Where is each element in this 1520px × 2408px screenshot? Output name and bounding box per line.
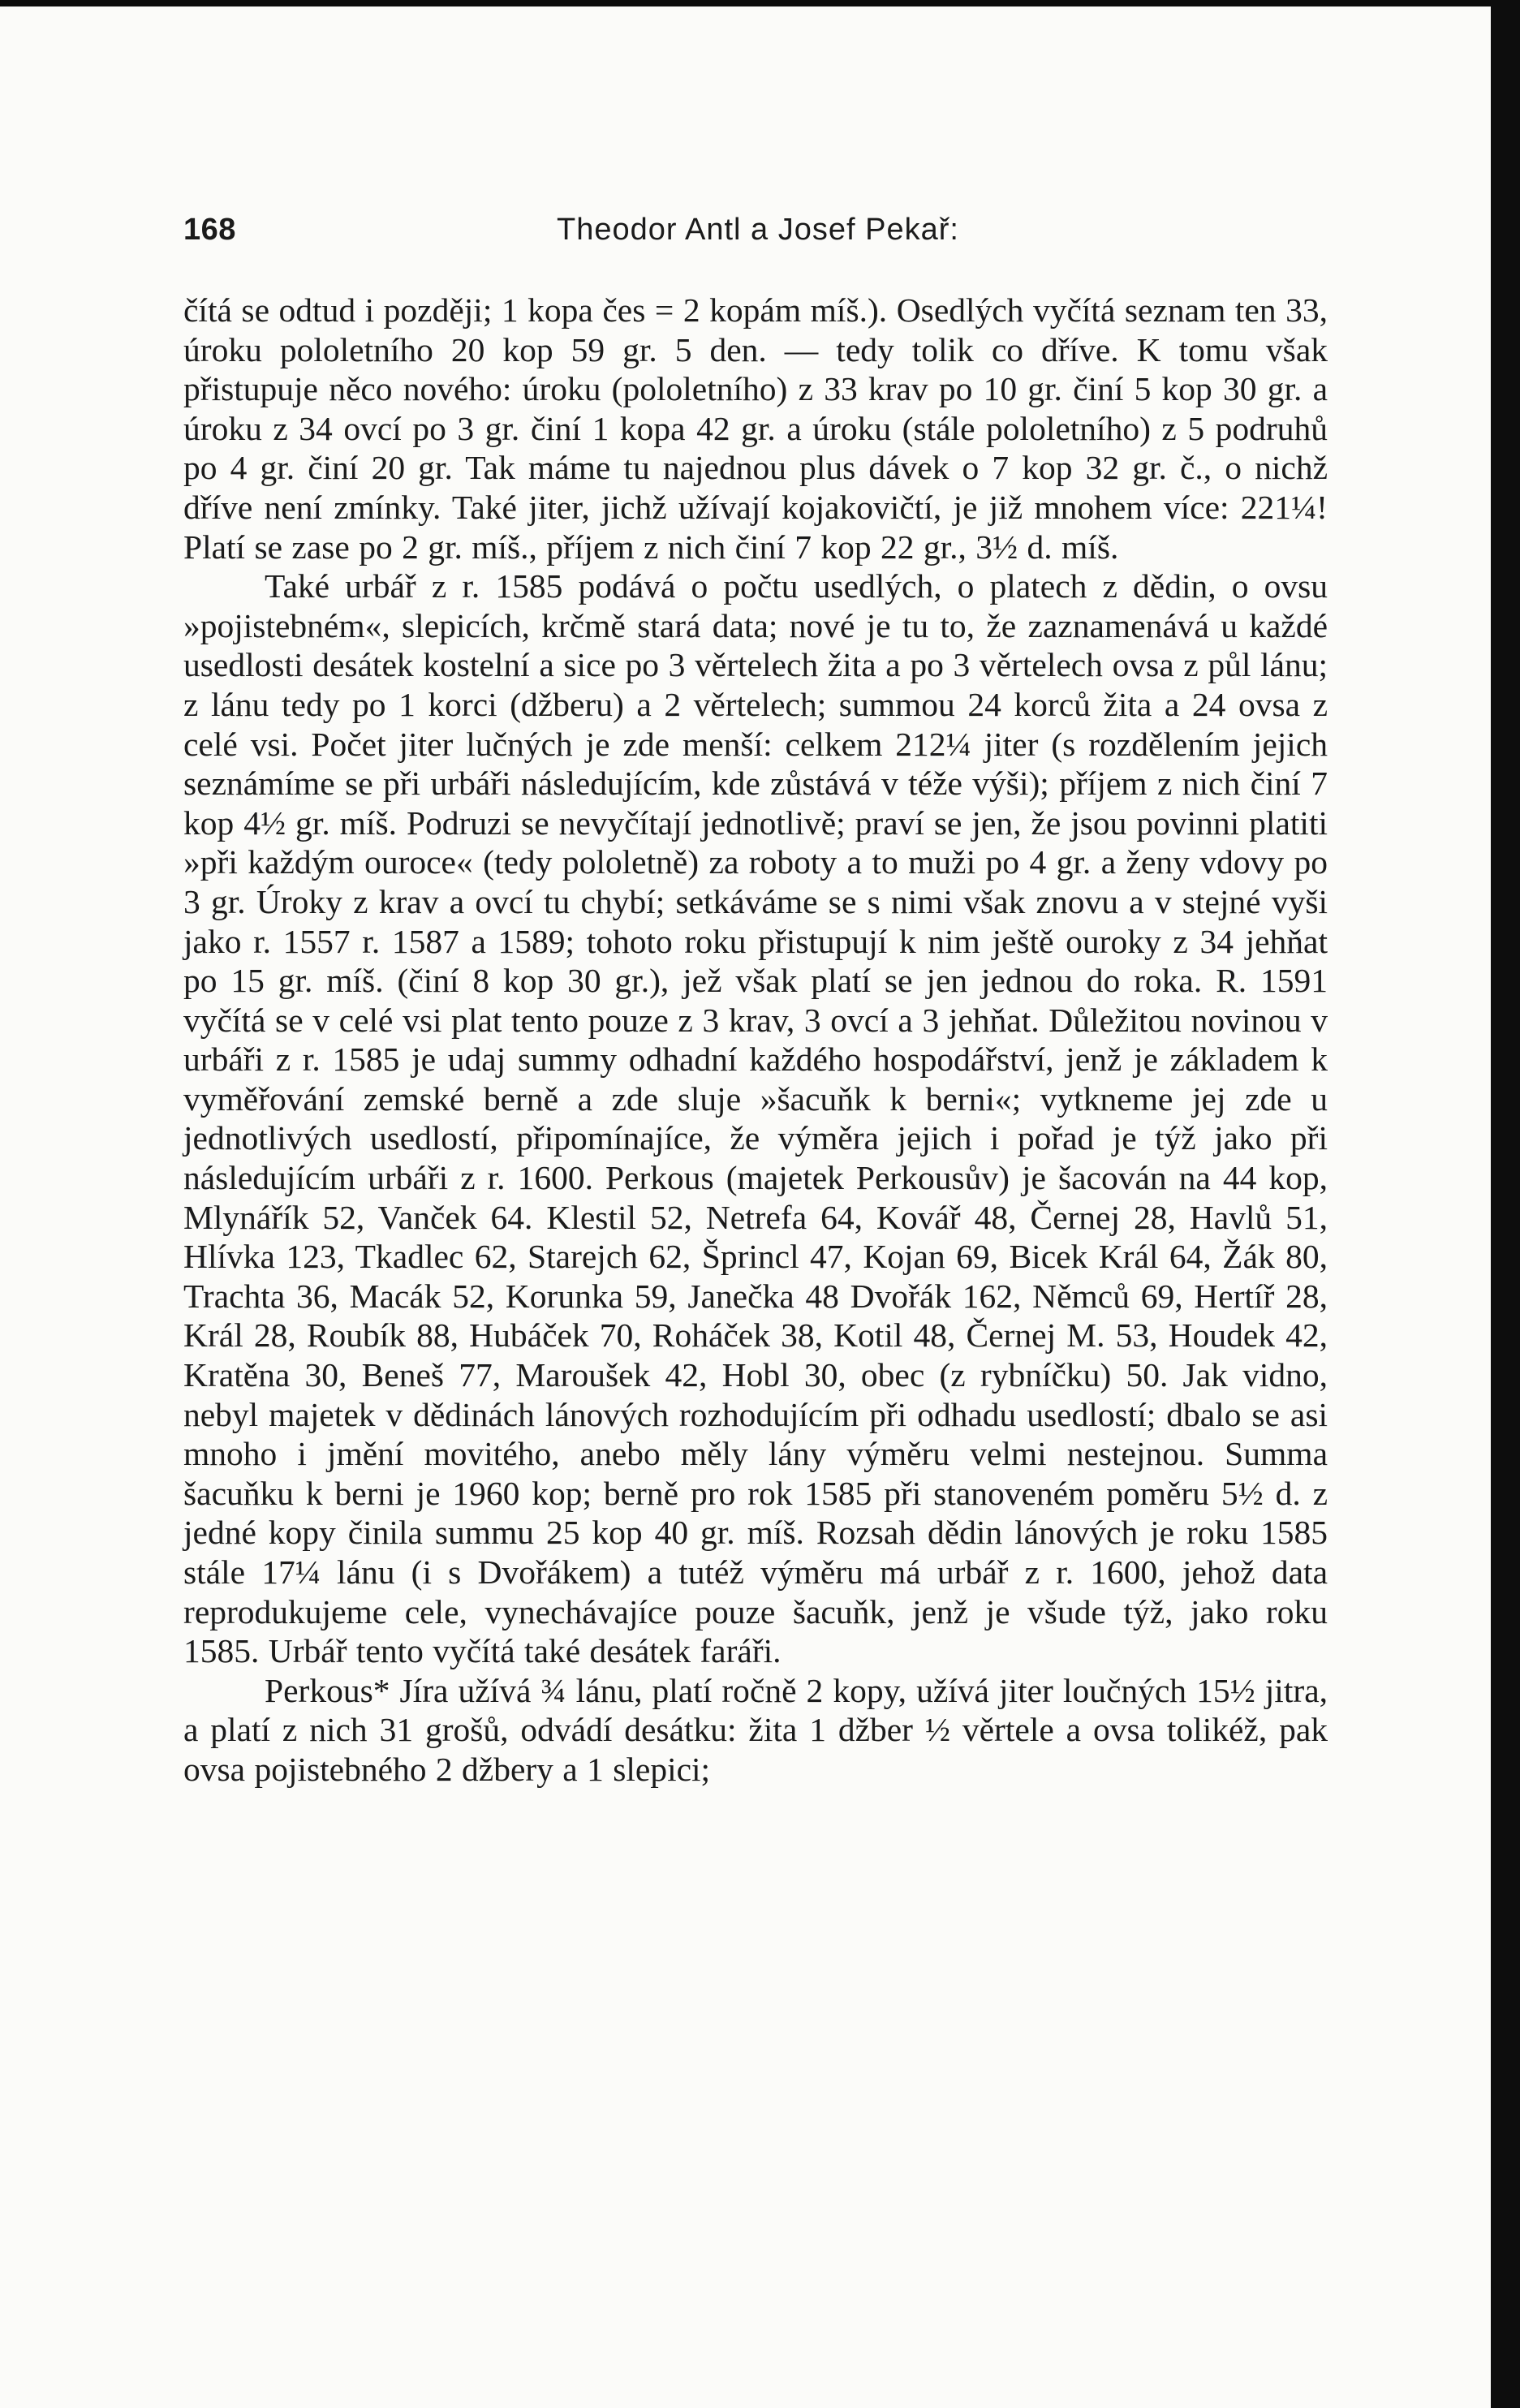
running-title: Theodor Antl a Josef Pekař: — [557, 213, 959, 247]
body-text — [183, 291, 1328, 1790]
paragraph-2: Také urbář z r. 1585 podává o počtu usedlých, o platech z dědin, o ovsu »pojistebném«, slepicích, krčmě stará data; nové je tu to, že zaznamenává u každé usedlosti desátek kostelní a sice po 3 věrtelech žita a po 3 věrtelech ovsa z půl lánu; z lánu tedy po 1 korci (džberu) a 2 věrtelech; summou 24 korců žita a 24 ovsa z celé vsi. Počet jiter lučných je zde menší: celkem 212¼ jiter (s rozdělením jejich seznámíme se při urbáři následujícím, kde zůstává v téže výši); příjem z nich činí 7 kop 4½ gr. míš. Podruzi se nevyčítají jednotlivě; praví se jen, že jsou povinni platiti »při každým ouroce« (tedy pololetně) za roboty a to muži po 4 gr. a ženy vdovy po 3 gr. Úroky z krav a ovcí tu chybí; setkáváme se s nimi však znovu a v stejné vyši jako r. 1557 r. 1587 a 1589; tohoto roku přistupují k nim ještě ouroky z 34 jehňat po 15 gr. míš. (činí 8 kop 30 gr.), jež však platí se jen jednou do roka. R. 1591 vyčítá se v celé vsi plat tento pouze z 3 krav, 3 ovcí a 3 jehňat. Důležitou novinou v urbáři z r. 1585 je udaj summy odhadní každého hospodářství, jenž je základem k vyměřování zemské berně a zde sluje »šacuňk k berni«; vytkneme jej zde u jednotlivých usedlostí, připomínajíce, že výměra jejich i pořad je týž jako při následujícím urbáři z r. 1600. Perkous (majetek Perkousův) je šacován na 44 kop, Mlynářík 52, Vanček 64. Klestil 52, Netrefa 64, Kovář 48, Černej 28, Havlů 51, Hlívka 123, Tkadlec 62, Starejch 62, Šprincl 47, Kojan 69, Bicek Král 64, Žák 80, Trachta 36, Macák 52, Korunka 59, Janečka 48 Dvořák 162, Němců 69, Hertíř 28, Král 28, Roubík 88, Hubáček 70, Roháček 38, Kotil 48, Černej M. 53, Houdek 42, Kratěna 30, Beneš 77, Maroušek 42, Hobl 30, obec (z rybníčku) 50. Jak vidno, nebyl majetek v dědinách lánových rozhodujícím při odhadu usedlostí; dbalo se asi mnoho i jmění movitého, anebo měly lány výměru velmi nestejnou. Summa šacuňku k berni je 1960 kop; berně pro rok 1585 při stanoveném poměru 5½ d. z jedné kopy činila summu 25 kop 40 gr. míš. Rozsah dědin lánových je roku 1585 stále 17¼ lánu (i s Dvořákem) a tutéž výměru má urbář z r. 1600, jehož data reprodukujeme cele, vynechávajíce pouze šacuňk, jenž je všude týž, jako roku 1585. Urbář tento vyčítá také desátek faráři. — [183, 567, 1328, 1670]
scan-edge-top — [0, 0, 1520, 6]
scan-edge-right — [1491, 0, 1520, 2408]
paragraph-1: čítá se odtud i později; 1 kopa čes = 2 kopám míš.). Osedlých vyčítá seznam ten 33, úroku pololetního 20 kop 59 gr. 5 den. — tedy tolik co dříve. K tomu však přistupuje něco nového: úroku (pololetního) z 33 krav po 10 gr. činí 5 kop 30 gr. a úroku z 34 ovcí po 3 gr. činí 1 kopa 42 gr. a úroku (stále pololetního) z 5 podruhů po 4 gr. činí 20 gr. Tak máme tu najednou plus dávek o 7 kop 32 gr. č., o nichž dříve není zmínky. Také jiter, jichž užívají kojakovičtí, je již mnohem více: 221¼! Platí se zase po 2 gr. míš., příjem z nich činí 7 kop 22 gr., 3½ d. míš. — [183, 291, 1328, 566]
page-number: 168 — [183, 213, 236, 247]
paragraph-3: Perkous* Jíra užívá ¾ lánu, platí ročně 2 kopy, užívá jiter loučných 15½ jitra, a platí z nich 31 grošů, odvádí desátku: žita 1 džber ½ věrtele a ovsa tolikéž, pak ovsa pojistebného 2 džbery a 1 slepici; — [183, 1671, 1328, 1788]
